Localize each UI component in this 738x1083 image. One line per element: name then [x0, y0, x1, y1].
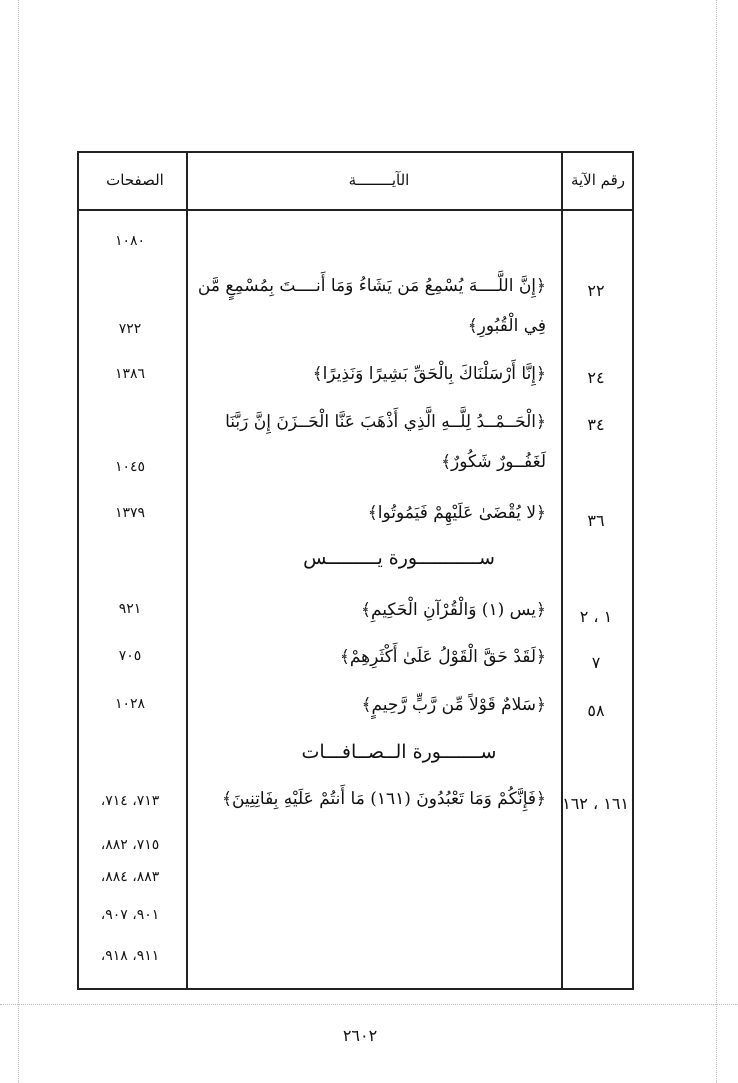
table-row-verse: ﴿إِنَّا أَرْسَلْنَاكَ بِالْحَقِّ بَشِيرًا وَنَذِيرًا﴾ — [312, 364, 546, 384]
table-row-verse: ﴿يس (١) وَالْقُرْآنِ الْحَكِيمِ﴾ — [361, 600, 546, 620]
table-row-pages: ١٠٨٠ — [114, 233, 146, 249]
table-row-pages: ١٣٨٦ — [114, 366, 146, 382]
column-divider — [186, 153, 188, 988]
table-row-verse: ﴿إِنَّ اللَّــــهَ يُسْمِعُ مَن يَشَاءُ وَمَا أَنــــتَ بِمُسْمِعٍ مَّن فِي الْقُبُورِ﴾ — [197, 276, 546, 336]
table-header — [79, 153, 632, 211]
table-row-verse: ﴿فَإِنَّكُمْ وَمَا تَعْبُدُونَ (١٦١) مَا أَنتُمْ عَلَيْهِ بِفَاتِنِينَ﴾ — [222, 789, 546, 809]
surah-heading: ســـــــــــورة يـــــــــس — [303, 547, 495, 569]
pages-continuation: ٩١١، ٩١٨، — [100, 948, 160, 964]
table-row-pages: ١٣٧٩ — [114, 505, 146, 521]
column-divider — [561, 153, 563, 988]
table-row-pages: ٧٢٢ — [118, 321, 142, 337]
table-row-number: ٢٢ — [587, 281, 605, 300]
verse-index-table — [77, 151, 634, 990]
table-row-pages: ١٠٢٨ — [114, 696, 146, 712]
table-row-verse: ﴿لَقَدْ حَقَّ الْقَوْلُ عَلَىٰ أَكْثَرِهِمْ﴾ — [339, 647, 546, 667]
page-number: ٢٦٠٢ — [342, 1026, 378, 1045]
table-row-number: ٣٤ — [587, 415, 605, 434]
header-verse: الآيــــــــة — [348, 171, 410, 189]
table-row-pages: ١٠٤٥ — [114, 459, 146, 475]
table-row-verse: ﴿لا يُقْضَىٰ عَلَيْهِمْ فَيَمُوتُوا﴾ — [367, 503, 546, 523]
table-row-verse: ﴿سَلامٌ قَوْلاً مِّن رَّبٍّ رَّحِيمٍ﴾ — [361, 695, 546, 715]
table-row-number: ٥٨ — [587, 701, 605, 720]
table-row-number: ٣٦ — [587, 511, 605, 530]
table-row-verse: ﴿الْحَــمْــدُ لِلَّــهِ الَّذِي أَذْهَبَ عَنَّا الْحَــزَنَ إِنَّ رَبَّنَا لَغَفُــورٌ شَكُورٌ﴾ — [225, 412, 546, 472]
table-row-number: ٧ — [591, 653, 601, 672]
table-row-number: ١ ، ٢ — [579, 607, 613, 626]
guide-line — [716, 0, 717, 1083]
pages-continuation: ٨٨٣، ٨٨٤، — [100, 869, 160, 885]
table-row-pages: ٩٢١ — [118, 601, 142, 617]
pages-continuation: ٧١٥، ٨٨٢، — [100, 837, 160, 853]
table-row-pages: ٧٠٥ — [118, 648, 142, 664]
pages-continuation: ٩٠١، ٩٠٧، — [100, 907, 160, 923]
header-verse-number: رقم الآية — [570, 171, 626, 189]
guide-line — [0, 1004, 738, 1005]
guide-line — [18, 0, 19, 1083]
table-row-number: ٢٤ — [587, 368, 605, 387]
header-pages: الصفحات — [106, 171, 164, 189]
table-row-number: ١٦١ ، ١٦٢ — [562, 794, 629, 813]
table-row-pages: ٧١٣، ٧١٤، — [100, 793, 160, 809]
surah-heading: ســـــــورة الــصــافـــات — [301, 741, 497, 763]
